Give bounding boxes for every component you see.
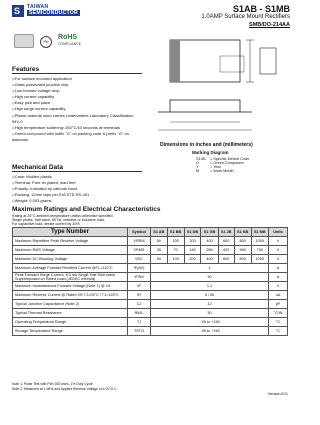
footnote: Note 1: Pulse Test with PW=300 usec, 1% Duty Cycle	[12, 382, 93, 386]
table-cell: Peak Forward Surge Current, 8.3 ms Single Half Sine-wave Superimposed on Rated Load (JEDEC method)	[13, 273, 128, 282]
table-cell: 100	[167, 237, 184, 246]
list-item: ◇ Low forward voltage drop	[12, 88, 142, 94]
rating-note: Single phase, half wave, 60 Hz, resistive or inductive load.	[12, 218, 105, 222]
table-cell: 280	[201, 246, 218, 255]
table-cell: pF	[269, 300, 288, 309]
table-cell: RθJL	[128, 309, 151, 318]
list-item: ◇ Weight: 0.093 grams	[12, 198, 142, 204]
features-list	[12, 76, 142, 143]
table-cell: 1000	[251, 255, 268, 264]
table-row	[13, 291, 288, 300]
list-item: ◇ Green compound with suffix "G" on packing code & prefix "G" on datecode	[12, 131, 142, 143]
table-cell: °C	[269, 318, 288, 327]
table-cell: °C/W	[269, 309, 288, 318]
part-header: S1 MB	[251, 228, 268, 237]
table-cell: 12	[151, 300, 269, 309]
package-side-view	[170, 100, 240, 112]
table-cell: VDC	[128, 255, 151, 264]
table-row	[13, 273, 288, 282]
list-item: ◇ Easy pick and place	[12, 100, 142, 106]
version-label: Version:E11	[267, 392, 288, 396]
table-cell: VRMS	[128, 246, 151, 255]
table-cell: A	[269, 264, 288, 273]
table-row	[13, 282, 288, 291]
table-row	[13, 309, 288, 318]
marking-legend	[196, 157, 286, 173]
package-end-view	[260, 48, 276, 74]
marking-heading: Marking Diagram	[192, 150, 229, 155]
logo-text-bottom: SEMICONDUCTOR	[29, 10, 78, 16]
part-header: S1 KB	[234, 228, 251, 237]
table-cell: 800	[234, 237, 251, 246]
rohs-badge: RoHS	[58, 34, 78, 41]
part-header: S1 JB	[218, 228, 234, 237]
subtitle: 1.0AMP Surface Mount Rectifiers	[201, 14, 290, 20]
table-cell: 200	[184, 237, 201, 246]
table-cell: VRRM	[128, 237, 151, 246]
table-cell: - 55 to +150	[151, 327, 269, 336]
table-cell: 1	[151, 264, 269, 273]
list-item: ◇ Packing: 12mm tape per EIA STD RS-481	[12, 192, 142, 198]
table-cell: Maximum RMS Voltage	[13, 246, 128, 255]
table-cell: IR	[128, 291, 151, 300]
mechanical-list	[12, 174, 142, 204]
ratings-title: Maximum Ratings and Electrical Characteristics	[12, 206, 161, 213]
table-cell: 600	[218, 237, 234, 246]
table-header-row	[13, 228, 288, 237]
package-outline-diagram	[150, 34, 290, 138]
marking-row: M = Work Month	[196, 169, 234, 173]
table-cell: 30	[151, 309, 269, 318]
logo-text-top: TAIWAN	[27, 4, 49, 10]
table-row	[13, 300, 288, 309]
table-cell: IFSM	[128, 273, 151, 282]
dimensions-caption: Dimensions in inches and (millimeters)	[160, 142, 253, 148]
table-cell: 400	[201, 255, 218, 264]
table-row	[13, 246, 288, 255]
symbol-header: Symbol	[128, 228, 151, 237]
rating-note: Rating at 25°C ambient temperature unless otherwise specified.	[12, 214, 114, 218]
table-cell: V	[269, 255, 288, 264]
table-cell: 50	[151, 255, 168, 264]
table-cell: Typical Thermal Resistance	[13, 309, 128, 318]
table-row	[13, 318, 288, 327]
table-cell: V	[269, 237, 288, 246]
table-cell: TJ	[128, 318, 151, 327]
table-cell: IF(AV)	[128, 264, 151, 273]
table-cell: 560	[234, 246, 251, 255]
table-cell: Maximum Instantaneous Forward Voltage (Note 1) @ 1A	[13, 282, 128, 291]
table-cell: A	[269, 273, 288, 282]
table-cell: 400	[201, 237, 218, 246]
table-cell: Storage Temperature Range	[13, 327, 128, 336]
component-image	[14, 34, 34, 48]
footnote: Note 2: Measured at 1 MHz and Applied Reverse Voltage of 4.0V D.C.	[12, 387, 118, 391]
table-cell: 140	[184, 246, 201, 255]
table-cell: 5 / 50	[151, 291, 269, 300]
list-item: ◇ Glass passivated junction chip	[12, 82, 142, 88]
table-cell: CJ	[128, 300, 151, 309]
list-item: ◇ High surge current capability	[12, 106, 142, 112]
table-cell: Maximum Repetitive Peak Reverse Voltage	[13, 237, 128, 246]
table-cell: 1.1	[151, 282, 269, 291]
table-cell: 50	[151, 237, 168, 246]
ratings-table	[12, 227, 288, 336]
table-row	[13, 327, 288, 336]
part-number: S1AB - S1MB	[232, 4, 290, 14]
rohs-compliance-text: COMPLIANCE	[58, 42, 82, 46]
list-item: ◇ Polarity: Indicated by cathode band	[12, 186, 142, 192]
table-cell: 100	[167, 255, 184, 264]
rating-note: For capacitive load, derate current by 20%	[12, 222, 80, 226]
list-item: ◇ High temperature soldering: 260°C/10 seconds at terminals	[12, 125, 142, 131]
table-cell: uA	[269, 291, 288, 300]
table-row	[13, 264, 288, 273]
list-item: ◇ Case: Molded plastic	[12, 174, 142, 180]
list-item: ◇ Plastic material used carries Underwriters Laboratory Classification 94V-0	[12, 113, 142, 125]
table-cell: VF	[128, 282, 151, 291]
table-cell: TSTG	[128, 327, 151, 336]
table-cell: 700	[251, 246, 268, 255]
part-header: S1 BB	[167, 228, 184, 237]
table-cell: - 55 to +150	[151, 318, 269, 327]
pb-free-badge: Pb	[40, 36, 52, 48]
table-row	[13, 255, 288, 264]
list-item: ◇ For surface mounted application	[12, 76, 142, 82]
cathode-band	[170, 40, 180, 82]
part-header: S1 GB	[201, 228, 218, 237]
marking-row: S1XB = Specific Device Code	[196, 157, 250, 161]
marking-row: G = Green Compound	[196, 161, 244, 165]
table-cell: Maximum Reverse Current @ Rated VR TJ=25°C / TJ=125°C	[13, 291, 128, 300]
features-heading: Features	[12, 66, 142, 74]
list-item: ◇ Terminal: Pure tin plated, lead free	[12, 180, 142, 186]
package-name: SMB/DO-214AA	[249, 22, 290, 28]
table-cell: 600	[218, 255, 234, 264]
list-item: ◇ High current capability	[12, 94, 142, 100]
table-cell: Typical Junction Capacitance (Note 2)	[13, 300, 128, 309]
table-cell: 420	[218, 246, 234, 255]
mechanical-heading: Mechanical Data	[12, 164, 142, 172]
part-header: S1 DB	[184, 228, 201, 237]
marking-row: Y = Year	[196, 165, 221, 169]
table-cell: 70	[167, 246, 184, 255]
type-number-header: Type Number	[13, 228, 128, 237]
table-cell: Maximum DC Blocking Voltage	[13, 255, 128, 264]
table-cell: 800	[234, 255, 251, 264]
table-cell: V	[269, 282, 288, 291]
logo-glyph: S	[14, 6, 21, 16]
part-header: S1 AB	[151, 228, 168, 237]
package-top-view	[170, 40, 240, 82]
units-header: Units	[269, 228, 288, 237]
table-cell: 35	[151, 246, 168, 255]
table-cell: Maximum Average Forward Rectified Current @TL=110°C	[13, 264, 128, 273]
table-cell: Operating Temperature Range	[13, 318, 128, 327]
table-cell: V	[269, 246, 288, 255]
table-cell: °C	[269, 327, 288, 336]
table-row	[13, 237, 288, 246]
table-cell: 1000	[251, 237, 268, 246]
table-cell: 200	[184, 255, 201, 264]
table-cell: 30	[151, 273, 269, 282]
